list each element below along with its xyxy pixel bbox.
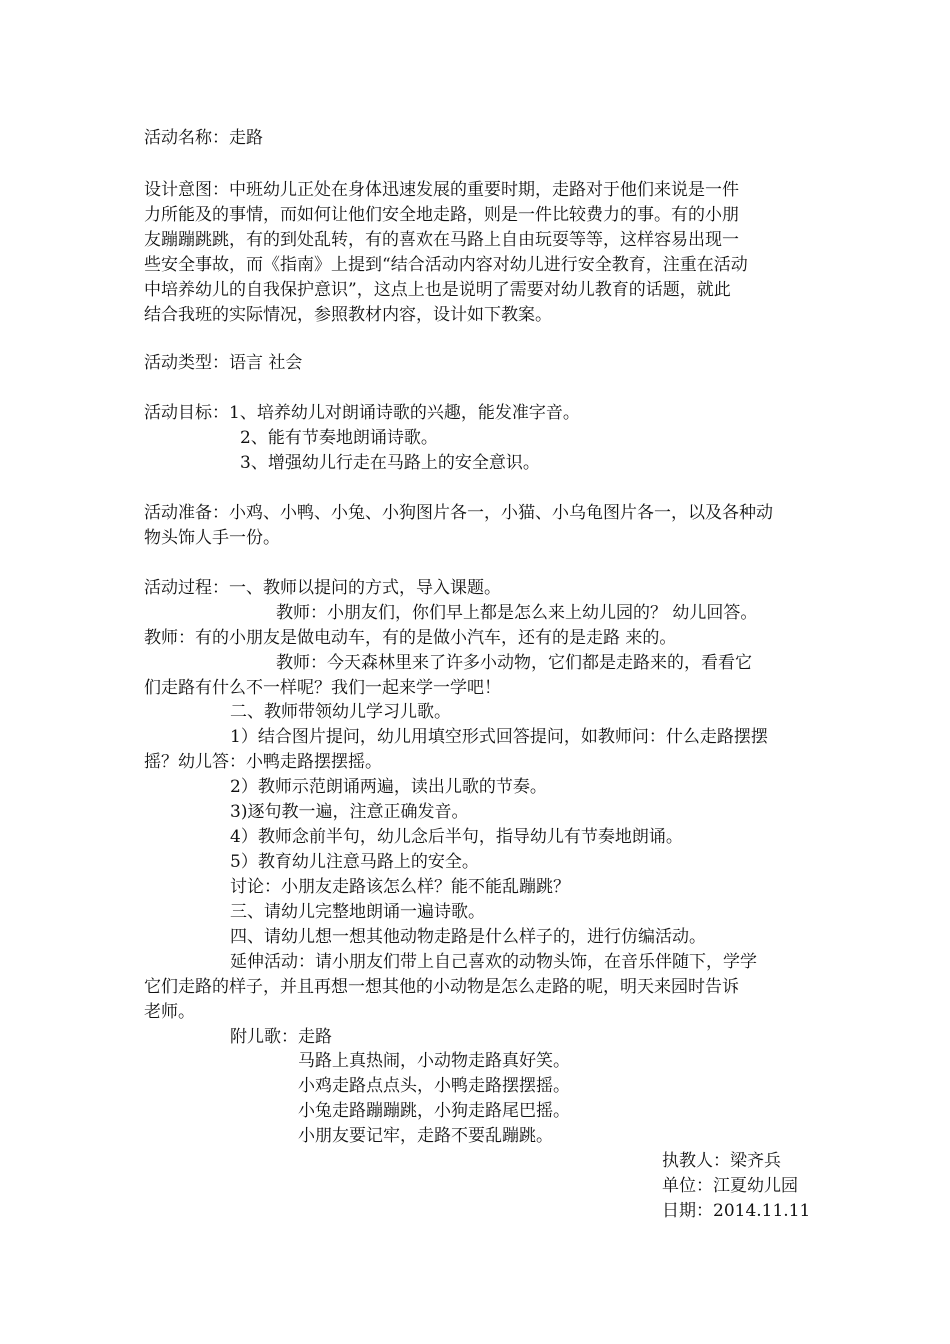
design-intent-line: 些安全事故，而《指南》上提到“结合活动内容对幼儿进行安全教育，注重在活动 [144, 255, 748, 275]
song-line: 小兔走路蹦蹦跳，小狗走路尾巴摇。 [298, 1101, 570, 1121]
goal-line-2: 2、能有节奏地朗诵诗歌。 [240, 428, 438, 448]
process-line: 3)逐句教一遍，注意正确发音。 [230, 802, 469, 822]
goal-line-3: 3、增强幼儿行走在马路上的安全意识。 [240, 453, 540, 473]
song-title: 附儿歌：走路 [230, 1027, 332, 1047]
process-line: 4）教师念前半句，幼儿念后半句，指导幼儿有节奏地朗诵。 [230, 827, 683, 847]
process-line: 延伸活动：请小朋友们带上自己喜欢的动物头饰，在音乐伴随下，学学 [230, 952, 757, 972]
process-line: 四、请幼儿想一想其他动物走路是什么样子的，进行仿编活动。 [230, 927, 706, 947]
process-line: 活动过程：一、教师以提问的方式，导入课题。 [144, 578, 501, 598]
process-line: 老师。 [144, 1002, 195, 1022]
song-line: 小朋友要记牢，走路不要乱蹦跳。 [298, 1126, 553, 1146]
process-line: 教师：今天森林里来了许多小动物，它们都是走路来的，看看它 [276, 653, 752, 673]
design-intent-line: 结合我班的实际情况，参照教材内容，设计如下教案。 [144, 305, 552, 325]
signature-date: 日期：2014.11.11 [662, 1201, 811, 1221]
process-line: 它们走路的样子，并且再想一想其他的小动物是怎么走路的呢，明天来园时告诉 [144, 977, 739, 997]
process-line: 教师：有的小朋友是做电动车，有的是做小汽车，还有的是走路 来的。 [144, 628, 677, 648]
signature-teacher: 执教人：梁齐兵 [662, 1151, 781, 1171]
process-line: 教师：小朋友们，你们早上都是怎么来上幼儿园的？ 幼儿回答。 [276, 603, 758, 623]
activity-type: 活动类型：语言 社会 [144, 353, 303, 373]
process-line: 1）结合图片提问，幼儿用填空形式回答提问，如教师问：什么走路摆摆 [230, 727, 768, 747]
process-line: 二、教师带领幼儿学习儿歌。 [230, 702, 451, 722]
design-intent-line: 设计意图：中班幼儿正处在身体迅速发展的重要时期，走路对于他们来说是一件 [144, 180, 739, 200]
song-line: 小鸡走路点点头，小鸭走路摆摆摇。 [298, 1076, 570, 1096]
preparation-line-1: 活动准备：小鸡、小鸭、小兔、小狗图片各一，小猫、小乌龟图片各一，以及各种动 [144, 503, 773, 523]
signature-unit: 单位：江夏幼儿园 [662, 1176, 798, 1196]
preparation-line-2: 物头饰人手一份。 [144, 528, 280, 548]
song-line: 马路上真热闹，小动物走路真好笑。 [298, 1051, 570, 1071]
activity-name: 活动名称：走路 [144, 128, 263, 148]
process-line: 讨论：小朋友走路该怎么样？能不能乱蹦跳？ [230, 877, 570, 897]
design-intent-line: 友蹦蹦跳跳，有的到处乱转，有的喜欢在马路上自由玩耍等等，这样容易出现一 [144, 230, 739, 250]
process-line: 三、请幼儿完整地朗诵一遍诗歌。 [230, 902, 485, 922]
process-line: 5）教育幼儿注意马路上的安全。 [230, 852, 479, 872]
goal-line-1: 活动目标：1、培养幼儿对朗诵诗歌的兴趣，能发准字音。 [144, 403, 580, 423]
process-line: 摇？幼儿答：小鸭走路摆摆摇。 [144, 752, 382, 772]
process-line: 2）教师示范朗诵两遍，读出儿歌的节奏。 [230, 777, 547, 797]
process-line: 们走路有什么不一样呢？我们一起来学一学吧！ [144, 678, 501, 698]
design-intent-line: 中培养幼儿的自我保护意识”，这点上也是说明了需要对幼儿教育的话题，就此 [144, 280, 731, 300]
design-intent-line: 力所能及的事情，而如何让他们安全地走路，则是一件比较费力的事。有的小朋 [144, 205, 739, 225]
